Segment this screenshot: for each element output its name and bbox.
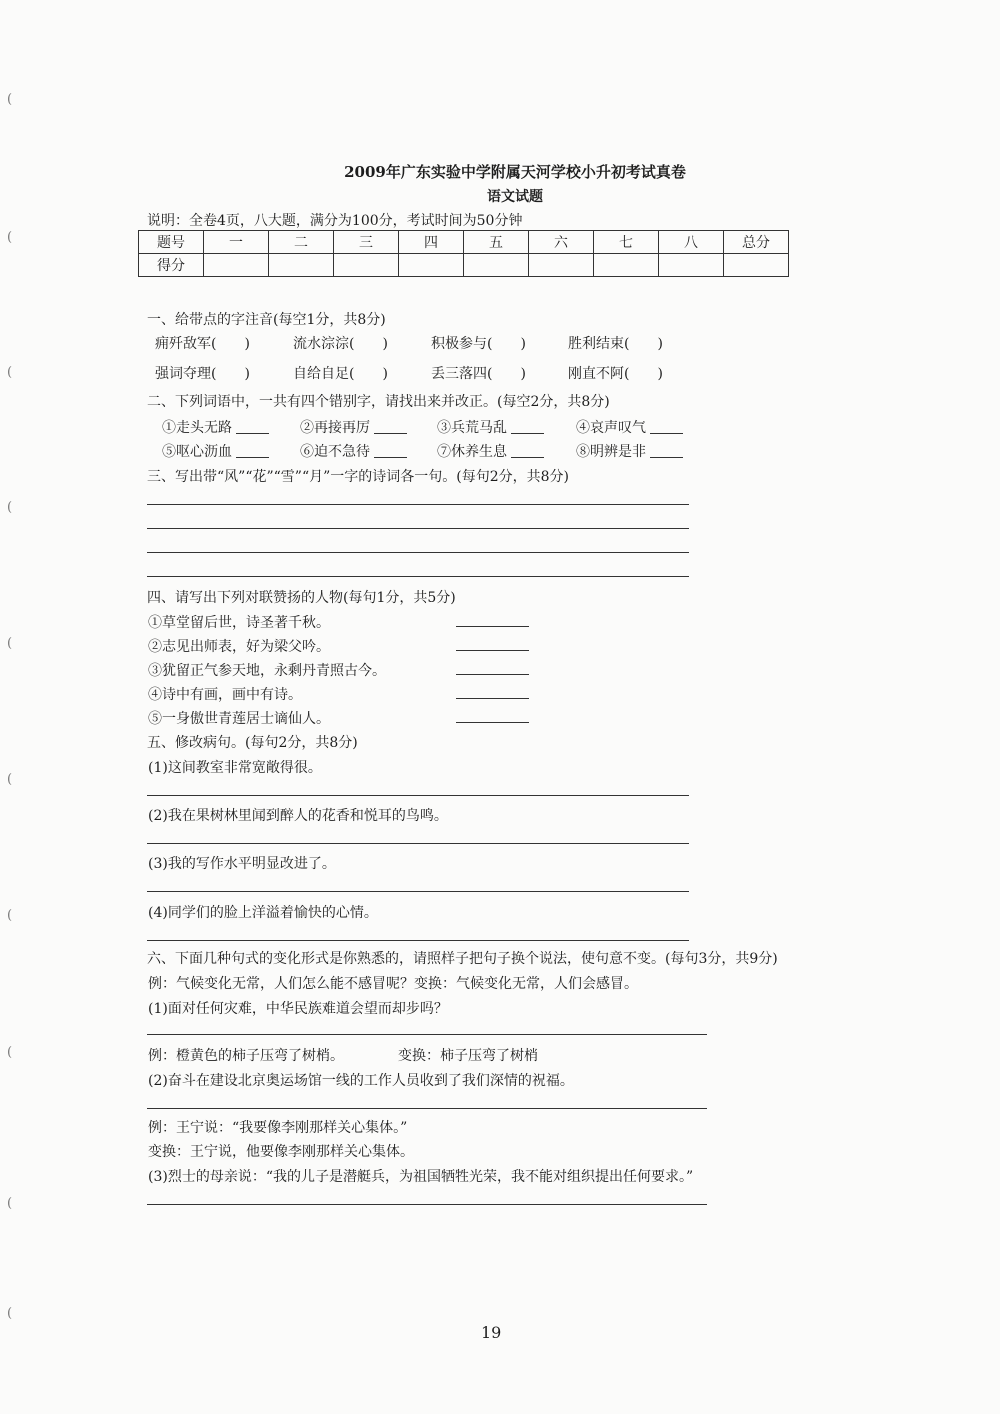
- score-cell[interactable]: [334, 254, 399, 277]
- score-header-cell: 八: [659, 231, 724, 254]
- q6-item: (3)烈士的母亲说：“我的儿子是潜艇兵，为祖国牺牲光荣，我不能对组织提出任何要求。”: [148, 1169, 694, 1185]
- q2-word: ⑧明辨是非: [576, 444, 646, 460]
- q2-word: ⑥迫不急待: [300, 444, 370, 460]
- q2-word: ①走头无路: [162, 420, 232, 436]
- binder-mark: (: [7, 500, 13, 515]
- answer-line[interactable]: [456, 698, 529, 699]
- score-cell[interactable]: [594, 254, 659, 277]
- binder-mark: (: [7, 1306, 13, 1321]
- q1-item: 自给自足( ): [293, 366, 388, 382]
- answer-line[interactable]: [456, 674, 529, 675]
- q5-item: (4)同学们的脸上洋溢着愉快的心情。: [148, 905, 378, 921]
- q4-item: ⑤一身傲世青莲居士谪仙人。: [148, 711, 330, 727]
- score-cell[interactable]: [659, 254, 724, 277]
- q2-word: ③兵荒马乱: [437, 420, 507, 436]
- q2-item: [437, 417, 544, 437]
- score-header-cell: 七: [594, 231, 659, 254]
- answer-line[interactable]: [147, 940, 689, 941]
- q2-word: ⑤呕心沥血: [162, 444, 232, 460]
- answer-line[interactable]: [147, 1034, 707, 1035]
- answer-line[interactable]: [147, 528, 689, 529]
- score-table-score-row: [139, 254, 789, 277]
- q6-example: 例：王宁说：“我要像李刚那样关心集体。”: [148, 1120, 408, 1136]
- q4-item: ④诗中有画，画中有诗。: [148, 687, 302, 703]
- q2-word: ②再接再厉: [300, 420, 370, 436]
- q1-item: 积极参与( ): [431, 336, 526, 352]
- score-header-cell: 总分: [724, 231, 789, 254]
- q3-heading: 三、写出带“风”“花”“雪”“月”一字的诗词各一句。(每句2分，共8分): [147, 469, 569, 485]
- q2-item: [162, 441, 269, 461]
- q1-heading: 一、给带点的字注音(每空1分，共8分): [147, 312, 386, 328]
- q5-item: (2)我在果树林里闻到醉人的花香和悦耳的鸟鸣。: [148, 808, 448, 824]
- score-header-cell: 四: [399, 231, 464, 254]
- q1-item: 流水淙淙( ): [293, 336, 388, 352]
- score-cell[interactable]: [724, 254, 789, 277]
- answer-line[interactable]: [147, 504, 689, 505]
- score-cell[interactable]: [464, 254, 529, 277]
- q4-item: ①草堂留后世，诗圣著千秋。: [148, 615, 330, 631]
- q1-item: 胜利结束( ): [568, 336, 663, 352]
- answer-line[interactable]: [147, 552, 689, 553]
- answer-blank[interactable]: [374, 433, 407, 434]
- answer-line[interactable]: [147, 1108, 707, 1109]
- binder-mark: (: [7, 230, 13, 245]
- score-header-cell: 三: [334, 231, 399, 254]
- q4-item: ②志见出师表，好为梁父吟。: [148, 639, 330, 655]
- exam-title: 2009年广东实验中学附属天河学校小升初考试真卷: [344, 163, 686, 181]
- answer-line[interactable]: [147, 891, 689, 892]
- q6-example-transform: 变换：柿子压弯了树梢: [398, 1048, 538, 1064]
- score-table: [138, 230, 789, 277]
- answer-blank[interactable]: [511, 457, 544, 458]
- score-table-header-row: [139, 231, 789, 254]
- page-number: 19: [481, 1323, 502, 1342]
- q1-item: 强词夺理( ): [155, 366, 250, 382]
- score-cell[interactable]: [269, 254, 334, 277]
- q6-heading: 六、下面几种句式的变化形式是你熟悉的，请照样子把句子换个说法，使句意不变。(每句3分，共9分): [147, 951, 778, 967]
- q5-heading: 五、修改病句。(每句2分，共8分): [147, 735, 358, 751]
- q2-item: [576, 417, 683, 437]
- answer-line[interactable]: [147, 576, 689, 577]
- score-cell[interactable]: [399, 254, 464, 277]
- q5-item: (1)这间教室非常宽敞得很。: [148, 760, 322, 776]
- q2-item: [300, 441, 407, 461]
- q1-item: 丢三落四( ): [431, 366, 526, 382]
- q2-heading: 二、下列词语中，一共有四个错别字，请找出来并改正。(每空2分，共8分): [147, 394, 610, 410]
- answer-blank[interactable]: [511, 433, 544, 434]
- score-header-cell: 一: [204, 231, 269, 254]
- instructions: 说明：全卷4页，八大题，满分为100分，考试时间为50分钟: [147, 213, 523, 229]
- score-cell[interactable]: [204, 254, 269, 277]
- answer-line[interactable]: [456, 650, 529, 651]
- binder-mark: (: [7, 1196, 13, 1211]
- answer-blank[interactable]: [374, 457, 407, 458]
- q6-example: 例：气候变化无常，人们怎么能不感冒呢？变换：气候变化无常，人们会感冒。: [148, 976, 638, 992]
- answer-line[interactable]: [147, 843, 689, 844]
- q2-item: [437, 441, 544, 461]
- q4-item: ③犹留正气参天地，永剩丹青照古今。: [148, 663, 386, 679]
- q6-example-transform: 变换：王宁说，他要像李刚那样关心集体。: [148, 1144, 414, 1160]
- binder-mark: (: [7, 365, 13, 380]
- q5-item: (3)我的写作水平明显改进了。: [148, 856, 336, 872]
- answer-blank[interactable]: [236, 457, 269, 458]
- score-row-label: 得分: [139, 254, 204, 277]
- answer-blank[interactable]: [236, 433, 269, 434]
- score-cell[interactable]: [529, 254, 594, 277]
- score-header-cell: 二: [269, 231, 334, 254]
- q2-item: [300, 417, 407, 437]
- q6-item: (2)奋斗在建设北京奥运场馆一线的工作人员收到了我们深情的祝福。: [148, 1073, 574, 1089]
- q2-item: [576, 441, 683, 461]
- exam-subtitle: 语文试题: [487, 189, 543, 205]
- binder-mark: (: [7, 636, 13, 651]
- answer-line[interactable]: [147, 1204, 707, 1205]
- answer-line[interactable]: [147, 795, 689, 796]
- q1-item: 刚直不阿( ): [568, 366, 663, 382]
- binder-mark: (: [7, 772, 13, 787]
- score-header-cell: 五: [464, 231, 529, 254]
- score-header-cell: 题号: [139, 231, 204, 254]
- answer-line[interactable]: [456, 626, 529, 627]
- q2-item: [162, 417, 269, 437]
- binder-mark: (: [7, 92, 13, 107]
- binder-mark: (: [7, 1045, 13, 1060]
- q2-word: ④哀声叹气: [576, 420, 646, 436]
- q2-word: ⑦休养生息: [437, 444, 507, 460]
- answer-blank[interactable]: [650, 433, 683, 434]
- score-header-cell: 六: [529, 231, 594, 254]
- answer-blank[interactable]: [650, 457, 683, 458]
- q6-item: (1)面对任何灾难，中华民族难道会望而却步吗？: [148, 1001, 448, 1017]
- q6-example: 例：橙黄色的柿子压弯了树梢。: [148, 1048, 344, 1064]
- binder-mark: (: [7, 908, 13, 923]
- q1-item: 痈歼敌军( ): [155, 336, 250, 352]
- q4-heading: 四、请写出下列对联赞扬的人物(每句1分，共5分): [147, 590, 456, 606]
- answer-line[interactable]: [456, 722, 529, 723]
